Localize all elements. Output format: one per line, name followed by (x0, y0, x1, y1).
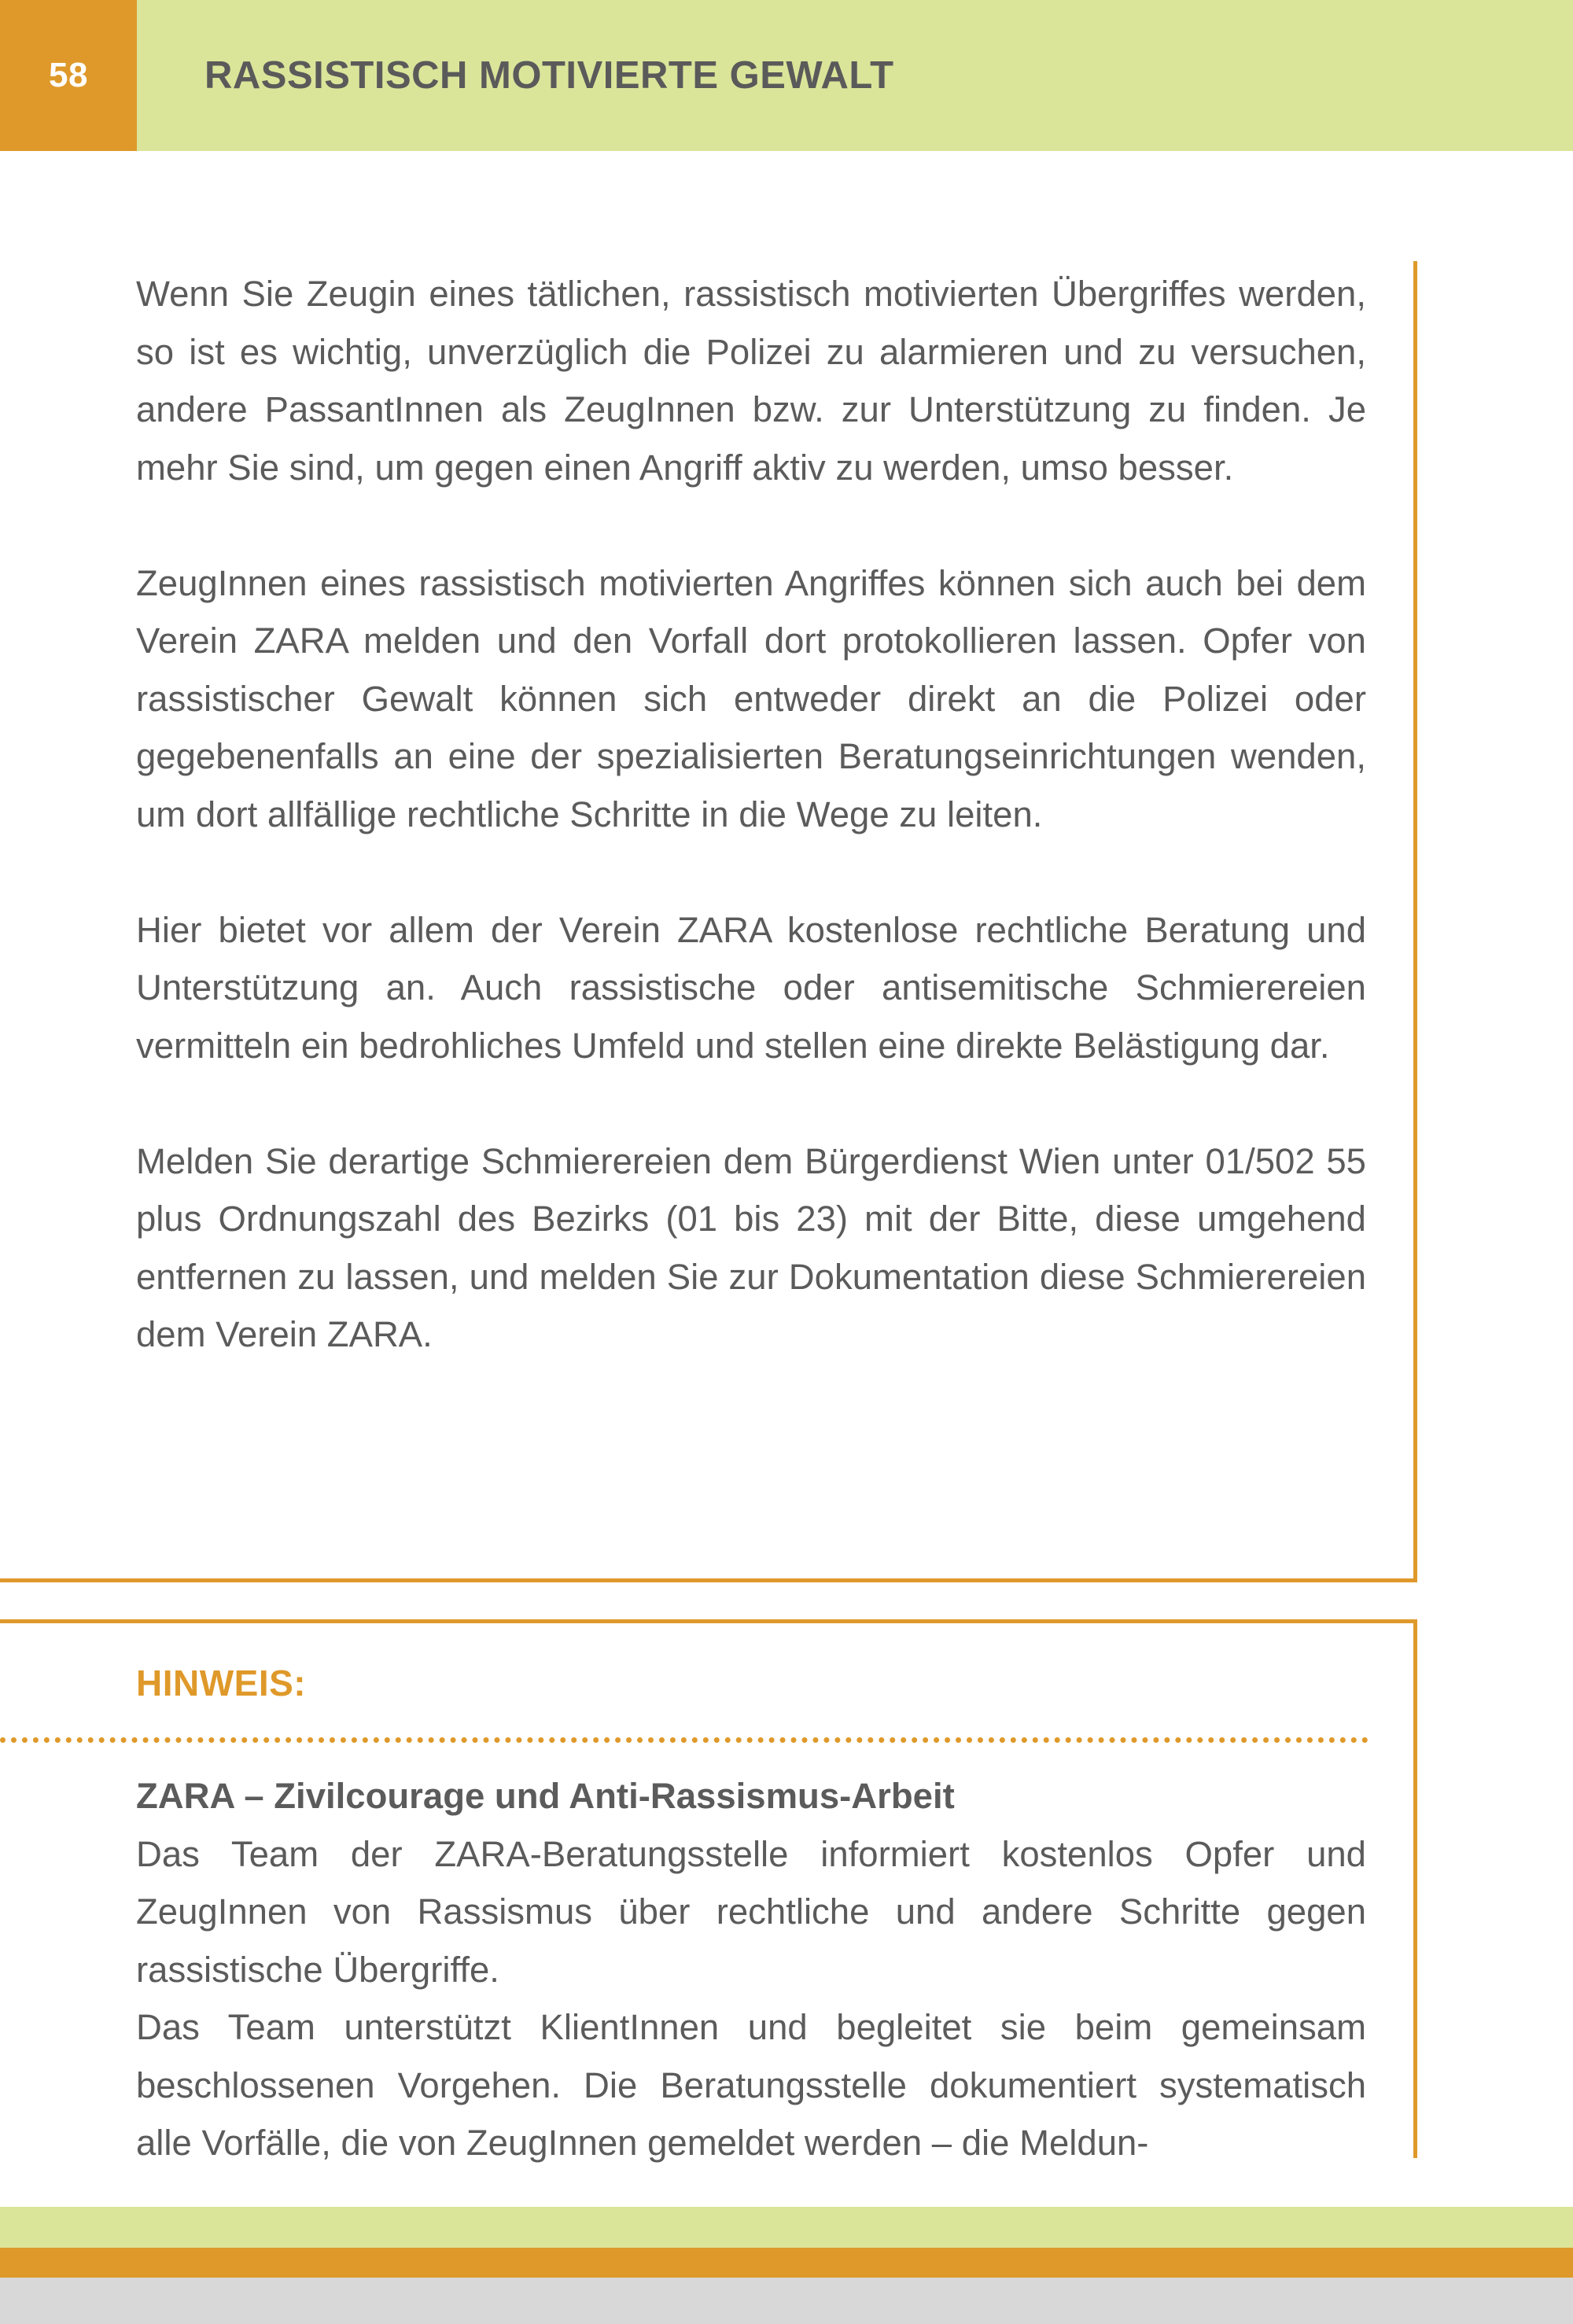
note-label: HINWEIS: (136, 1663, 307, 1703)
paragraph-2: ZeugInnen eines rassistisch motivierten Angriffes können sich auch bei dem Verein ZARA melden und den Vorfall dort protokollieren lassen. Opfer von rassistischer Gewalt können sich entweder direkt an die Polizei oder gegebenenfalls an eine der spezialisierten Beratungseinrichtungen wenden, um dort allfällige rechtliche Schritte in die Wege zu leiten. (136, 562, 1366, 834)
note-heading: ZARA – Zivilcourage und Anti-Rassismus-Arbeit (136, 1776, 955, 1816)
chapter-title: RASSISTISCH MOTIVIERTE GEWALT (204, 54, 894, 97)
footer-band-green (0, 2207, 1573, 2248)
footer-band-orange (0, 2248, 1573, 2278)
dotted-divider (0, 1737, 1369, 1743)
main-text (136, 265, 1366, 1364)
paragraph-3: Hier bietet vor allem der Verein ZARA kostenlose rechtliche Beratung und Unterstützung an. Auch rassistische oder antisemitische Schmierereien vermitteln ein bedrohliches Umfeld und stellen eine direkte Belästigung dar. (136, 909, 1366, 1066)
paragraph-4: Melden Sie derartige Schmierereien dem Bürgerdienst Wien unter 01/502 55 plus Ordnungszahl des Bezirks (01 bis 23) mit der Bitte, diese umgehend entfernen zu lassen, und melden Sie zur Dokumentation diese Schmierereien dem Verein ZARA. (136, 1140, 1366, 1354)
page-number-box (0, 0, 137, 151)
note-paragraph-1: Das Team der ZARA-Beratungsstelle informiert kostenlos Opfer und ZeugInnen von Rassismus über rechtliche und andere Schritte gegen rassistische Übergriffe. (136, 1833, 1366, 1990)
note-body (136, 1767, 1366, 2172)
paragraph-1: Wenn Sie Zeugin eines tätlichen, rassistisch motivierten Übergriffes werden, so ist es wichtig, unverzüglich die Polizei zu alarmieren und zu versuchen, andere PassantInnen als ZeugInnen bzw. zur Unterstützung zu finden. Je mehr Sie sind, um gegen einen Angriff aktiv zu werden, umso besser. (136, 274, 1366, 488)
footer-band-grey (0, 2278, 1573, 2324)
note-paragraph-2: Das Team unterstützt KlientInnen und begleitet sie beim gemeinsam beschlossenen Vorgehen. Die Beratungsstelle dokumentiert systematisch alle Vorfälle, die von ZeugInnen gemeldet werden – die Meldun- (136, 2007, 1366, 2163)
page-number: 58 (49, 56, 88, 94)
